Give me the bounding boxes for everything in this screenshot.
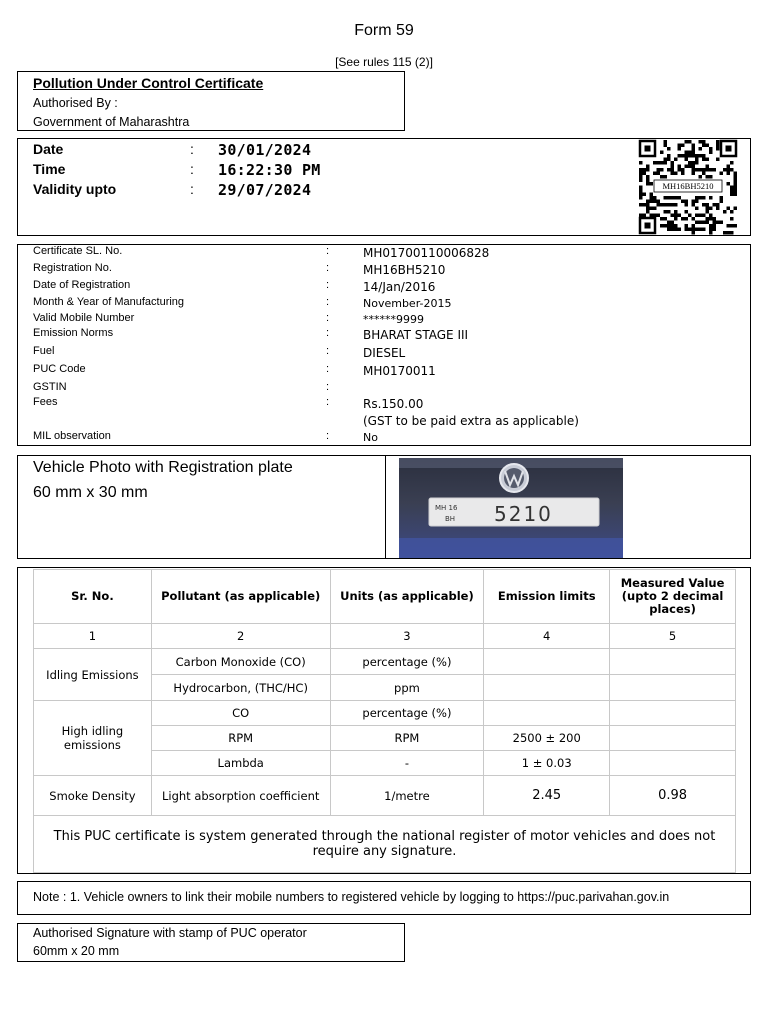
detail-value: BHARAT STAGE III <box>363 328 469 342</box>
unit-cell: 1/metre <box>330 776 484 816</box>
photo-caption: Vehicle Photo with Registration plate <box>33 459 293 476</box>
limit-cell <box>484 649 610 675</box>
detail-label: Emission Norms <box>33 327 114 339</box>
detail-colon: : <box>326 430 330 442</box>
high-idling-label: High idling emissions <box>34 701 152 776</box>
detail-value: DIESEL <box>363 346 406 360</box>
signature-box <box>17 923 405 962</box>
limit-cell: 1 ± 0.03 <box>484 751 610 776</box>
detail-value: No <box>363 431 378 444</box>
signature-label: Authorised Signature with stamp of PUC operator <box>33 926 307 940</box>
detail-colon: : <box>326 312 330 324</box>
detail-label: Month & Year of Manufacturing <box>33 296 185 308</box>
time-label: Time <box>33 161 66 177</box>
detail-label: Certificate SL. No. <box>33 245 123 257</box>
qr-code-icon <box>638 139 738 235</box>
detail-colon: : <box>326 345 330 357</box>
measured-cell <box>610 751 736 776</box>
detail-colon: : <box>326 327 330 339</box>
table-row <box>34 649 736 675</box>
col-number: 1 <box>34 624 152 649</box>
detail-value: MH01700110006828 <box>363 246 490 260</box>
pollutant-cell: CO <box>151 701 330 726</box>
vehicle-photo-box <box>17 455 751 559</box>
limit-cell <box>484 701 610 726</box>
table-row <box>34 701 736 726</box>
signature-size: 60mm x 20 mm <box>33 944 120 958</box>
vehicle-details-box <box>17 244 751 446</box>
header-limits: Emission limits <box>484 570 610 624</box>
form-title: Form 59 <box>354 22 414 39</box>
plate-number: 5210 <box>494 502 553 526</box>
photo-size: 60 mm x 30 mm <box>33 484 148 501</box>
measured-cell <box>610 649 736 675</box>
detail-colon: : <box>326 381 330 393</box>
detail-label: PUC Code <box>33 363 86 375</box>
detail-value: MH0170011 <box>363 364 436 378</box>
detail-colon: : <box>326 279 330 291</box>
detail-label: GSTIN <box>33 381 67 393</box>
pollutant-cell: Lambda <box>151 751 330 776</box>
detail-colon: : <box>326 245 330 257</box>
date-colon: : <box>190 141 194 157</box>
certificate-title: Pollution Under Control Certificate <box>33 75 264 91</box>
smoke-label: Smoke Density <box>34 776 152 816</box>
detail-label: Date of Registration <box>33 279 131 291</box>
limit-cell: 2500 ± 200 <box>484 726 610 751</box>
validity-colon: : <box>190 181 194 197</box>
detail-value: ******9999 <box>363 313 424 326</box>
emissions-box <box>17 567 751 874</box>
pollutant-cell: Hydrocarbon, (THC/HC) <box>151 675 330 701</box>
header-pollutant: Pollutant (as applicable) <box>151 570 330 624</box>
measured-cell <box>610 726 736 751</box>
note-box <box>17 881 751 915</box>
detail-label: Registration No. <box>33 262 112 274</box>
validity-label: Validity upto <box>33 181 117 197</box>
header-measured: Measured Value (upto 2 decimal places) <box>610 570 736 624</box>
detail-colon: : <box>326 396 330 408</box>
authority-box <box>17 71 405 131</box>
table-header-row <box>34 570 736 624</box>
system-generated-note: This PUC certificate is system generated through the national register of motor vehicles and does not require any signature. <box>34 816 736 873</box>
header-sr-no: Sr. No. <box>34 570 152 624</box>
pollutant-cell: RPM <box>151 726 330 751</box>
table-footer-row <box>34 816 736 873</box>
qr-label: MH16BH5210 <box>662 181 714 191</box>
plate-bottom: BH <box>445 515 456 523</box>
detail-colon: : <box>326 363 330 375</box>
photo-divider <box>385 456 386 558</box>
vw-logo-icon <box>500 464 528 492</box>
measured-cell <box>610 675 736 701</box>
header-units: Units (as applicable) <box>330 570 484 624</box>
detail-value-note: (GST to be paid extra as applicable) <box>363 414 579 428</box>
rules-reference: [See rules 115 (2)] <box>335 55 433 69</box>
date-label: Date <box>33 141 64 157</box>
col-number: 4 <box>484 624 610 649</box>
time-value: 16:22:30 PM <box>218 161 321 179</box>
limit-cell <box>484 675 610 701</box>
detail-label: Valid Mobile Number <box>33 312 135 324</box>
unit-cell: RPM <box>330 726 484 751</box>
unit-cell: percentage (%) <box>330 649 484 675</box>
unit-cell: ppm <box>330 675 484 701</box>
col-number: 2 <box>151 624 330 649</box>
pollutant-cell: Light absorption coefficient <box>151 776 330 816</box>
unit-cell: percentage (%) <box>330 701 484 726</box>
col-number: 5 <box>610 624 736 649</box>
detail-value: November-2015 <box>363 297 452 310</box>
col-number: 3 <box>330 624 484 649</box>
unit-cell: - <box>330 751 484 776</box>
time-colon: : <box>190 161 194 177</box>
emissions-table <box>33 569 736 873</box>
detail-colon: : <box>326 262 330 274</box>
detail-label: Fees <box>33 396 58 408</box>
detail-label: MIL observation <box>33 430 111 442</box>
detail-label: Fuel <box>33 345 55 357</box>
measured-cell <box>610 701 736 726</box>
detail-value: 14/Jan/2016 <box>363 280 436 294</box>
detail-value: Rs.150.00 <box>363 397 424 411</box>
table-number-row <box>34 624 736 649</box>
measured-cell: 0.98 <box>610 776 736 816</box>
date-value: 30/01/2024 <box>218 141 312 159</box>
government-name: Government of Maharashtra <box>33 115 190 129</box>
note-text: Note : 1. Vehicle owners to link their mobile numbers to registered vehicle by logging to https://puc.parivahan.gov.in <box>33 890 670 904</box>
validity-value: 29/07/2024 <box>218 181 312 199</box>
pollutant-cell: Carbon Monoxide (CO) <box>151 649 330 675</box>
detail-colon: : <box>326 296 330 308</box>
plate-top: MH 16 <box>435 504 458 512</box>
detail-value: MH16BH5210 <box>363 263 446 277</box>
authorised-by: Authorised By : <box>33 96 118 110</box>
idling-label: Idling Emissions <box>34 649 152 701</box>
limit-cell: 2.45 <box>484 776 610 816</box>
vehicle-photo <box>399 458 623 558</box>
date-box <box>17 138 751 236</box>
table-row <box>34 776 736 816</box>
